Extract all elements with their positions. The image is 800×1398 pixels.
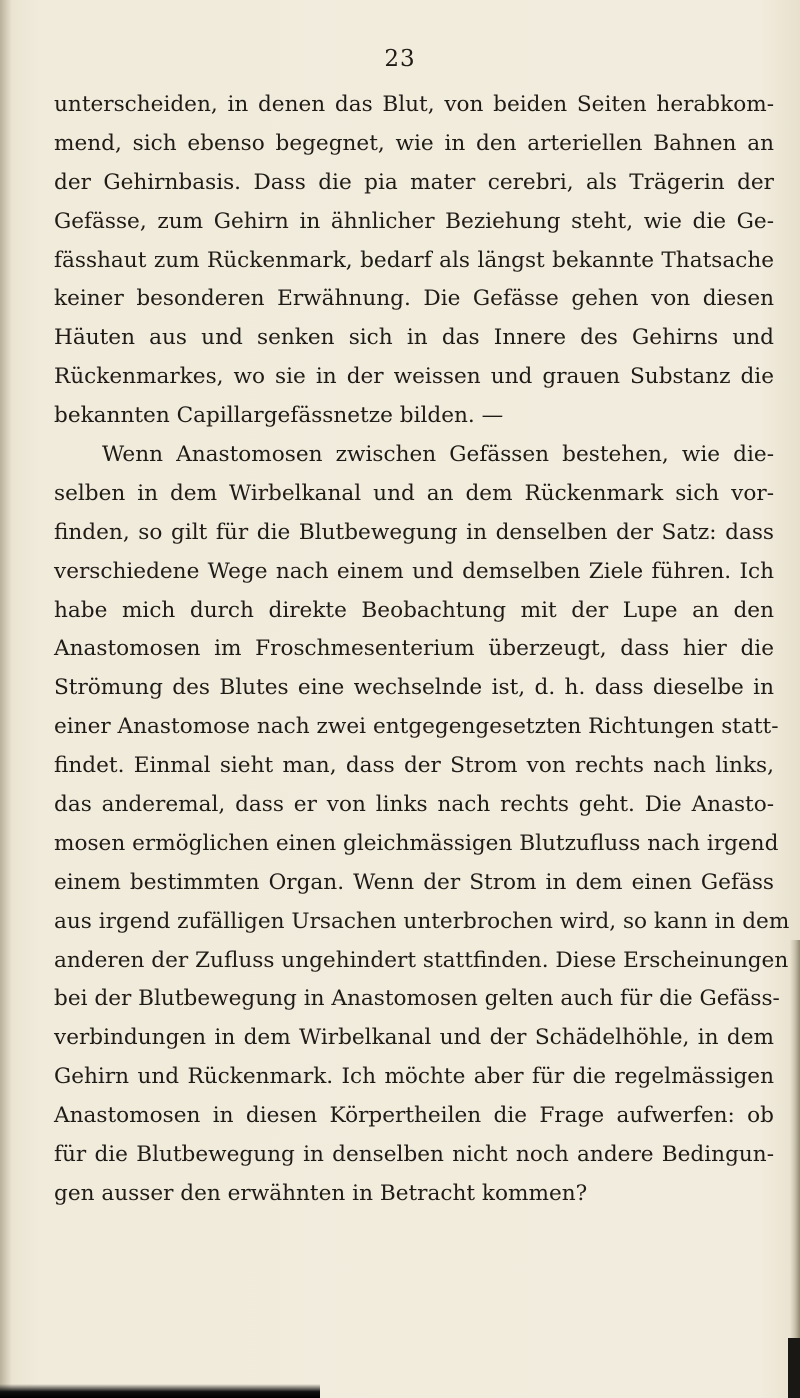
text-line: selben in dem Wirbelkanal und an dem Rückenmark sich vor- xyxy=(54,480,774,506)
text-line: Anastomosen im Froschmesenterium überzeugt, dass hier die xyxy=(54,636,774,662)
text-line: verbindungen in dem Wirbelkanal und der Schädelhöhle, in dem xyxy=(54,1025,774,1051)
body-text xyxy=(54,86,790,1214)
text-line: mosen ermöglichen einen gleichmässigen Blutzufluss nach irgend xyxy=(54,830,779,856)
scan-edge-shadow xyxy=(0,1384,320,1398)
text-line: Gehirn und Rückenmark. Ich möchte aber für die regelmässigen xyxy=(54,1064,774,1090)
text-line-paragraph-end: bekannten Capillargefässnetze bilden. — xyxy=(54,403,504,429)
text-line: Anastomosen in diesen Körpertheilen die Frage aufwerfen: ob xyxy=(54,1103,774,1129)
text-line: fässhaut zum Rückenmark, bedarf als längst bekannte Thatsache xyxy=(54,247,774,273)
text-line: der Gehirnbasis. Dass die pia mater cerebri, als Trägerin der xyxy=(54,169,774,195)
text-line: aus irgend zufälligen Ursachen unterbrochen wird, so kann in dem xyxy=(54,908,790,934)
text-line: Gefässe, zum Gehirn in ähnlicher Beziehung steht, wie die Ge- xyxy=(54,208,774,234)
scan-corner-shadow xyxy=(788,1338,800,1398)
text-line: verschiedene Wege nach einem und demselben Ziele führen. Ich xyxy=(54,558,774,584)
text-line: anderen der Zufluss ungehindert stattfinden. Diese Erscheinungen xyxy=(54,947,789,973)
text-line-paragraph-end: gen ausser den erwähnten in Betracht kommen? xyxy=(54,1180,588,1206)
text-line-paragraph-start: Wenn Anastomosen zwischen Gefässen bestehen, wie die- xyxy=(102,442,774,468)
text-line: habe mich durch direkte Beobachtung mit der Lupe an den xyxy=(54,597,774,623)
text-line: Strömung des Blutes eine wechselnde ist, d. h. dass dieselbe in xyxy=(54,675,774,701)
page-number: 23 xyxy=(384,46,416,72)
text-line: Häuten aus und senken sich in das Innere des Gehirns und xyxy=(54,325,774,351)
text-line: keiner besonderen Erwähnung. Die Gefässe gehen von diesen xyxy=(54,286,774,312)
text-line: einem bestimmten Organ. Wenn der Strom in dem einen Gefäss xyxy=(54,869,774,895)
text-line: mend, sich ebenso begegnet, wie in den arteriellen Bahnen an xyxy=(54,130,774,156)
text-line: einer Anastomose nach zwei entgegengesetzten Richtungen statt- xyxy=(54,714,779,740)
page-edge-shadow xyxy=(790,940,800,1398)
text-line: unterscheiden, in denen das Blut, von beiden Seiten herabkom- xyxy=(54,92,774,117)
text-line: bei der Blutbewegung in Anastomosen gelten auch für die Gefäss- xyxy=(54,986,780,1012)
text-line: findet. Einmal sieht man, dass der Strom von rechts nach links, xyxy=(54,753,774,779)
text-line: für die Blutbewegung in denselben nicht noch andere Bedingun- xyxy=(54,1142,774,1168)
text-line: Rückenmarkes, wo sie in der weissen und grauen Substanz die xyxy=(54,364,774,390)
text-line: das anderemal, dass er von links nach rechts geht. Die Anasto- xyxy=(54,792,774,818)
text-line: finden, so gilt für die Blutbewegung in denselben der Satz: dass xyxy=(54,519,774,545)
page-gutter-shadow xyxy=(0,0,12,1398)
